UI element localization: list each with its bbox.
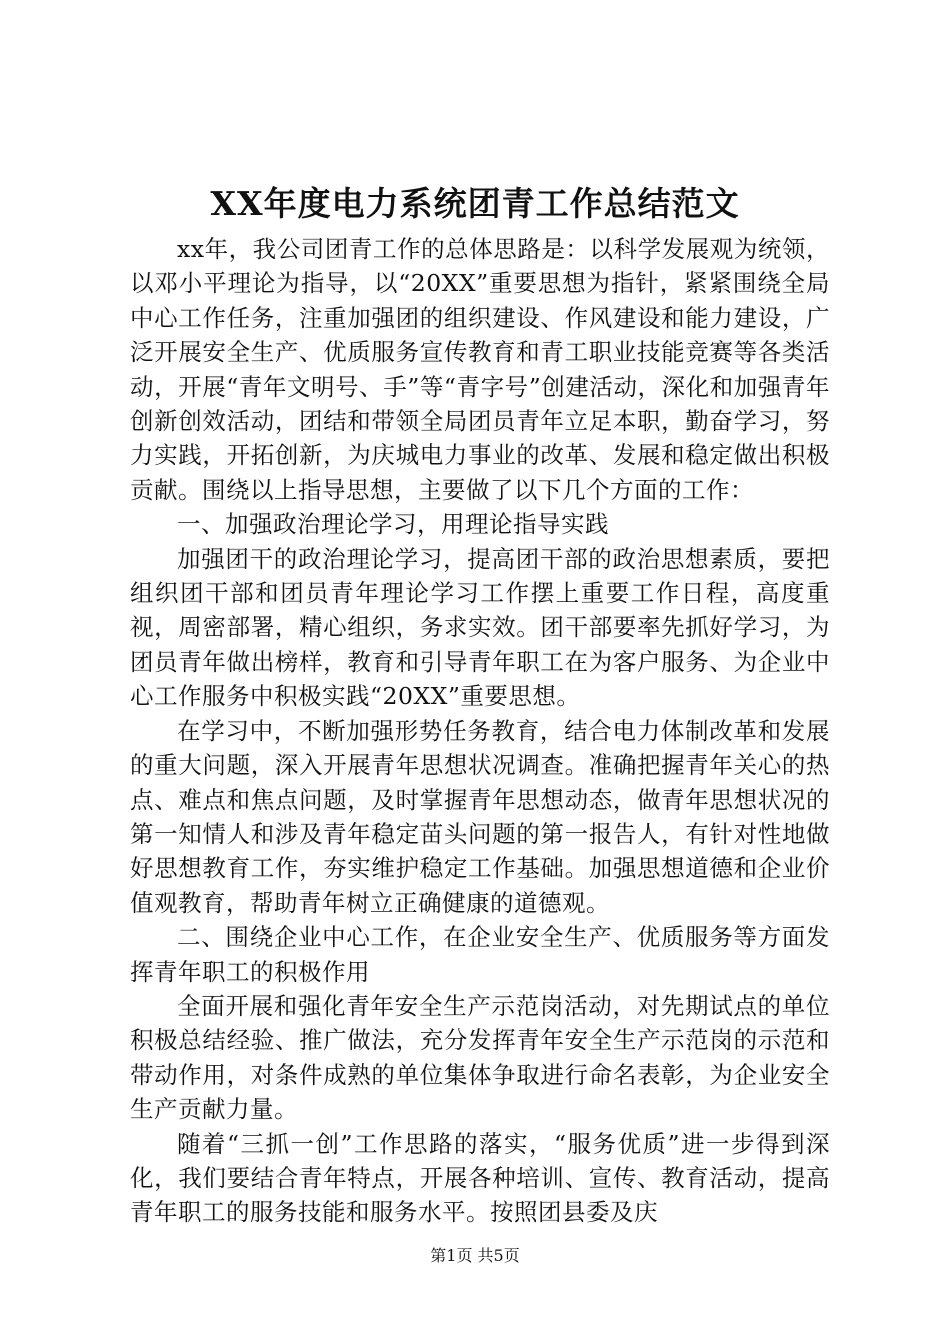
page-footer: 第1页 共5页 <box>430 1246 520 1265</box>
section-heading-2: 二、围绕企业中心工作，在企业安全生产、优质服务等方面发挥青年职工的积极作用 <box>130 923 830 986</box>
document-body <box>130 232 830 1230</box>
paragraph-intro: xx年，我公司团青工作的总体思路是：以科学发展观为统领，以邓小平理论为指导，以“20XX”重要思想为指针，紧紧围绕全局中心工作任务，注重加强团的组织建设、作风建设和能力建设，广泛开展安全生产、优质服务宣传教育和青工职业技能竞赛等各类活动，开展“青年文明号、手”等“青字号”创建活动，深化和加强青年创新创效活动，团结和带领全局团员青年立足本职，勤奋学习，努力实践，开拓创新，为庆城电力事业的改革、发展和稳定做出积极贡献。围绕以上指导思想，主要做了以下几个方面的工作： <box>130 235 830 504</box>
paragraph-situation-education: 在学习中，不断加强形势任务教育，结合电力体制改革和发展的重大问题，深入开展青年思想状况调查。准确把握青年关心的热点、难点和焦点问题，及时掌握青年思想动态，做青年思想状况的第一知情人和涉及青年稳定苗头问题的第一报告人，有针对性地做好思想教育工作，夯实维护稳定工作基础。加强思想道德和企业价值观教育，帮助青年树立正确健康的道德观。 <box>130 716 830 917</box>
paragraph-theory-study: 加强团干的政治理论学习，提高团干部的政治思想素质，要把组织团干部和团员青年理论学习工作摆上重要工作日程，高度重视，周密部署，精心组织，务求实效。团干部要率先抓好学习，为团员青年做出榜样，教育和引导青年职工在为客户服务、为企业中心工作服务中积极实践“20XX”重要思想。 <box>130 544 830 711</box>
paragraph-safety-production: 全面开展和强化青年安全生产示范岗活动，对先期试点的单位积极总结经验、推广做法，充分发挥青年安全生产示范岗的示范和带动作用，对条件成熟的单位集体争取进行命名表彰，为企业安全生产贡献力量。 <box>130 991 830 1124</box>
section-heading-1: 一、加强政治理论学习，用理论指导实践 <box>177 510 609 539</box>
document-title: XX年度电力系统团青工作总结范文 <box>210 184 740 223</box>
paragraph-quality-service: 随着“三抓一创”工作思路的落实，“服务优质”进一步得到深化，我们要结合青年特点，开展各种培训、宣传、教育活动，提高青年职工的服务技能和服务水平。按照团县委及庆 <box>130 1129 830 1227</box>
